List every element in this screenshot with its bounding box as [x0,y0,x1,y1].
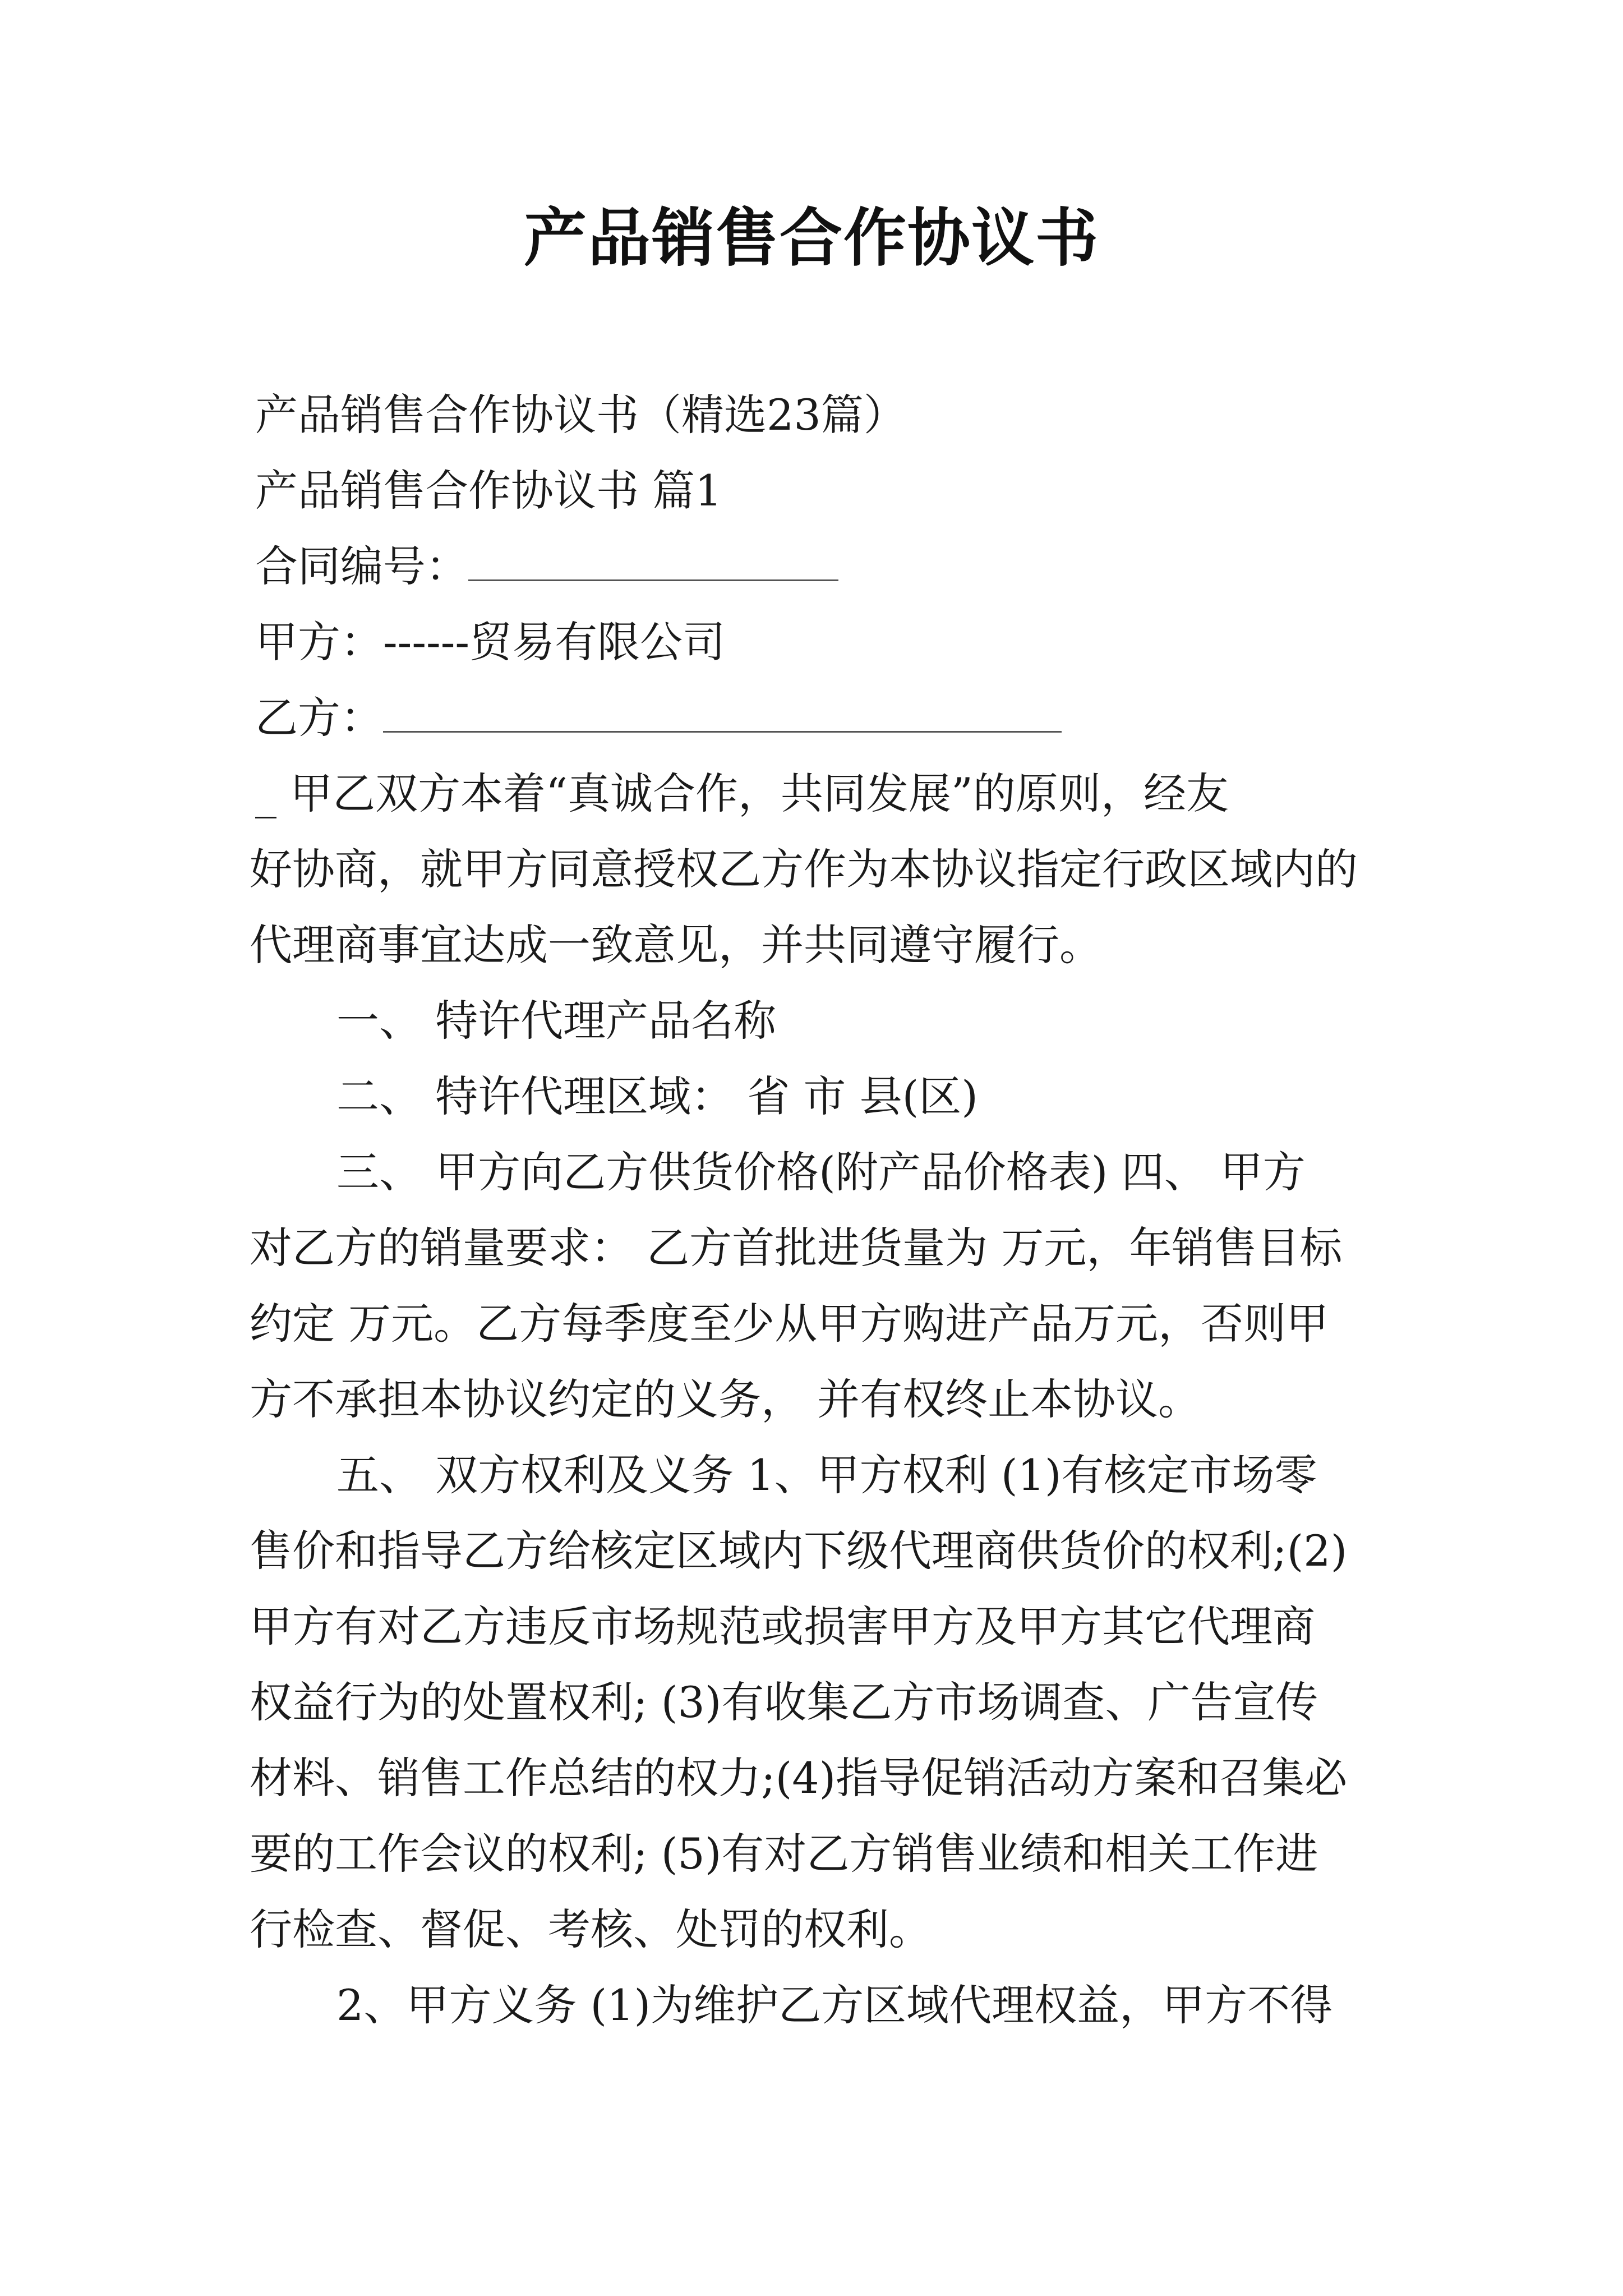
clause-line: 行检查、督促、考核、处罚的权利。 [250,1904,932,1954]
paragraph-line: 代理商事宜达成一致意见，并共同遵守履行。 [250,920,1102,970]
party-b-blank [383,697,1062,733]
clause-line: 材料、销售工作总结的权力;(4)指导促销活动方案和召集必 [250,1753,1348,1803]
document-title: 产品销售合作协议书 [524,201,1099,275]
clause-line: 五、 双方权利及义务 1、甲方权利 (1)有核定市场零 [336,1450,1317,1500]
clause-line: 甲方有对乙方违反市场规范或损害甲方及甲方其它代理商 [250,1602,1315,1651]
contract-number-blank [468,546,838,581]
paragraph-line: _ 甲乙双方本着“真诚合作，共同发展”的原则，经友 [255,769,1229,818]
clause-line: 约定 万元。乙方每季度至少从甲方购进产品万元，否则甲 [250,1299,1329,1349]
clause-line: 二、 特许代理区域： 省 市 县(区) [336,1071,978,1121]
party-b-line: 乙方： [255,690,1396,746]
subtitle-line: 产品销售合作协议书（精选23篇） [255,390,906,440]
clause-line: 方不承担本协议约定的义务， 并有权终止本协议。 [250,1374,1201,1424]
clause-line: 三、 甲方向乙方供货价格(附产品价格表) 四、 甲方 [336,1147,1306,1197]
clause-line: 要的工作会议的权利; (5)有对乙方销售业绩和相关工作进 [250,1829,1318,1879]
section-heading: 产品销售合作协议书 篇1 [255,466,722,516]
clause-line: 权益行为的处置权利; (3)有收集乙方市场调查、广告宣传 [250,1677,1318,1727]
party-a-line: 甲方：------贸易有限公司 [255,617,726,667]
clause-line: 售价和指导乙方给核定区域内下级代理商供货价的权利;(2) [250,1526,1348,1576]
paragraph-line: 好协商，就甲方同意授权乙方作为本协议指定行政区域内的 [250,844,1358,894]
contract-number-line: 合同编号： [255,539,1396,595]
clause-line: 2、甲方义务 (1)为维护乙方区域代理权益，甲方不得 [336,1980,1333,2030]
clause-line: 对乙方的销量要求： 乙方首批进货量为 万元，年销售目标 [250,1223,1343,1273]
clause-line: 一、 特许代理产品名称 [336,996,777,1046]
